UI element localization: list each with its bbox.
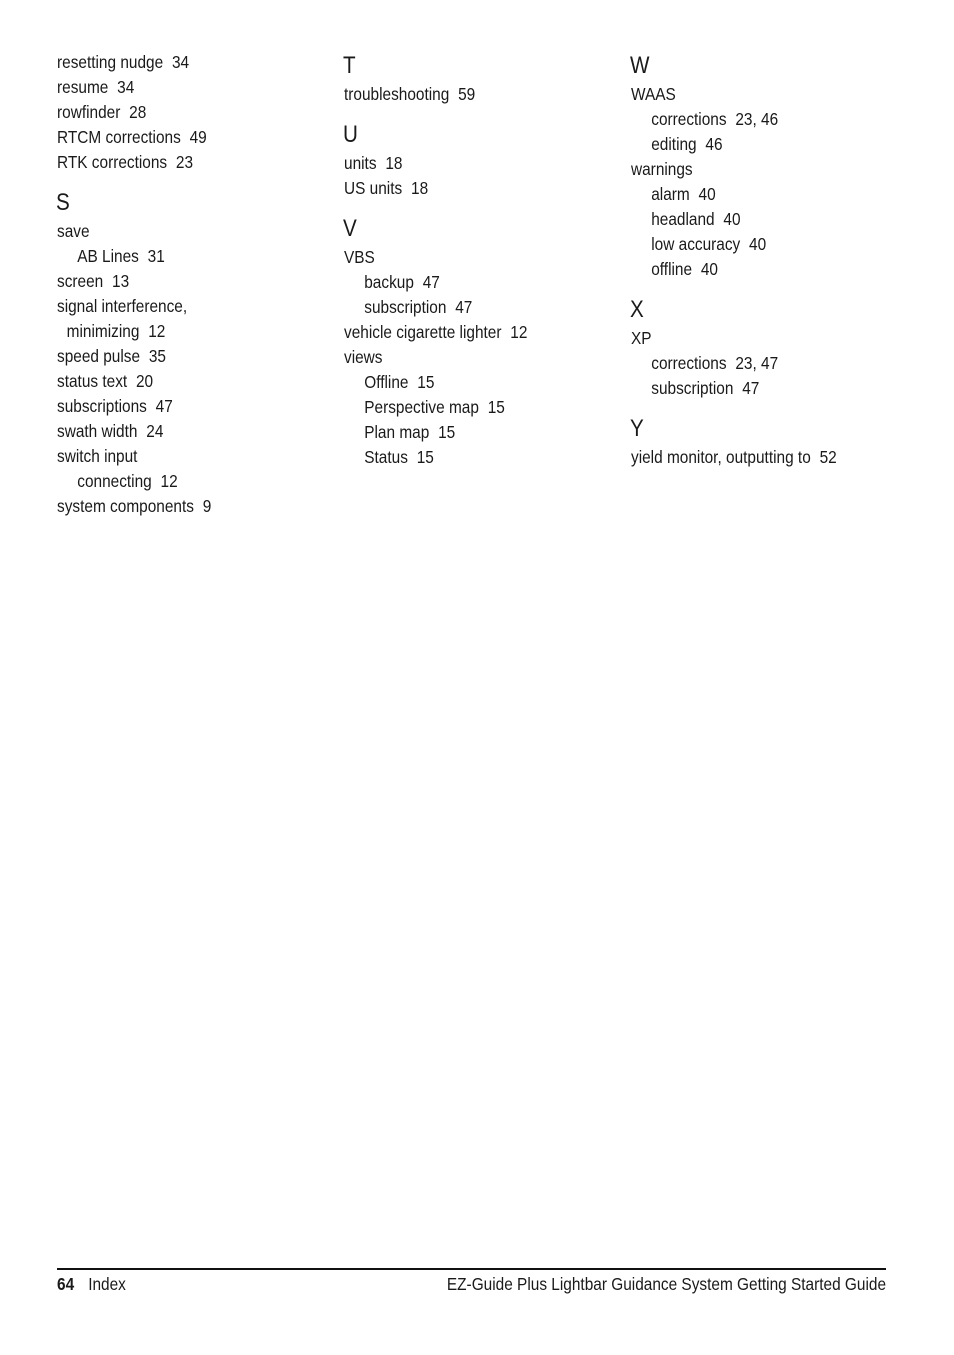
entry-term: rowfinder xyxy=(57,102,121,122)
entry-page-ref[interactable]: 15 xyxy=(487,397,505,417)
entry-page-ref[interactable]: 59 xyxy=(458,84,476,104)
index-entry xyxy=(344,245,582,270)
index-subentry xyxy=(57,319,295,344)
index-subentry xyxy=(631,107,877,132)
entry-page-ref[interactable]: 47 xyxy=(155,396,173,416)
entry-term: offline xyxy=(651,259,693,279)
entry-page-ref[interactable]: 12 xyxy=(160,471,178,491)
entry-page-ref[interactable]: 12 xyxy=(510,322,528,342)
entry-term: vehicle cigarette lighter xyxy=(344,322,502,342)
index-letter-heading: V xyxy=(343,215,357,242)
index-entry xyxy=(57,419,295,444)
index-letter-heading: T xyxy=(343,52,356,79)
index-subentry xyxy=(344,445,582,470)
entry-page-ref[interactable]: 40 xyxy=(749,234,767,254)
index-column-1 xyxy=(57,50,327,519)
index-group xyxy=(631,413,911,470)
index-entry xyxy=(57,125,295,150)
footer-left xyxy=(57,1272,126,1296)
entry-page-ref[interactable]: 47 xyxy=(422,272,440,292)
index-entry xyxy=(57,50,295,75)
entry-page-ref[interactable]: 9 xyxy=(202,496,212,516)
entry-term: RTCM corrections xyxy=(57,127,181,147)
index-entry xyxy=(57,394,295,419)
index-subentry xyxy=(57,469,295,494)
entry-term: low accuracy xyxy=(651,234,741,254)
entry-term: alarm xyxy=(651,184,690,204)
entry-term: editing xyxy=(651,134,697,154)
entry-page-ref[interactable]: 18 xyxy=(411,178,429,198)
entry-page-ref[interactable]: 49 xyxy=(189,127,207,147)
index-entry xyxy=(344,176,582,201)
entry-term: speed pulse xyxy=(57,346,141,366)
index-letter-heading: W xyxy=(630,52,650,79)
index-entry xyxy=(57,344,295,369)
entry-term: WAAS xyxy=(631,84,676,104)
index-subentry xyxy=(57,244,295,269)
index-subentry xyxy=(631,232,877,257)
entry-term: status text xyxy=(57,371,128,391)
index-entry xyxy=(631,326,877,351)
document-title: EZ-Guide Plus Lightbar Guidance System Getting Started Guide xyxy=(446,1274,886,1294)
entry-page-ref[interactable]: 28 xyxy=(129,102,147,122)
entry-page-ref[interactable]: 47 xyxy=(455,297,473,317)
index-entry xyxy=(631,445,877,470)
entry-page-ref[interactable]: 18 xyxy=(385,153,403,173)
index-group xyxy=(344,50,614,107)
entry-page-ref[interactable]: 35 xyxy=(148,346,166,366)
index-entry xyxy=(344,345,582,370)
index-group xyxy=(57,50,327,175)
entry-term: corrections xyxy=(651,109,727,129)
entry-term: Perspective map xyxy=(364,397,479,417)
index-entry xyxy=(57,494,295,519)
index-entry xyxy=(344,82,582,107)
entry-page-ref[interactable]: 23, 47 xyxy=(735,353,779,373)
index-subentry xyxy=(344,420,582,445)
entry-term: minimizing xyxy=(66,321,140,341)
entry-page-ref[interactable]: 34 xyxy=(117,77,135,97)
entry-page-ref[interactable]: 23 xyxy=(175,152,194,172)
entry-term: views xyxy=(344,347,383,367)
entry-page-ref[interactable]: 40 xyxy=(723,209,741,229)
entry-term: AB Lines xyxy=(77,246,139,266)
index-column-2 xyxy=(344,50,614,470)
index-subentry xyxy=(344,395,582,420)
entry-term: save xyxy=(57,221,90,241)
entry-page-ref[interactable]: 15 xyxy=(438,422,456,442)
entry-page-ref[interactable]: 15 xyxy=(416,447,434,467)
entry-page-ref[interactable]: 40 xyxy=(698,184,716,204)
index-letter-heading: X xyxy=(630,296,644,323)
index-entry xyxy=(57,369,295,394)
entry-term: subscriptions xyxy=(57,396,147,416)
entry-term: connecting xyxy=(77,471,152,491)
entry-page-ref[interactable]: 20 xyxy=(135,371,154,391)
entry-term: subscription xyxy=(364,297,447,317)
entry-term: Status xyxy=(364,447,408,467)
entry-term: Offline xyxy=(364,372,409,392)
index-entry xyxy=(57,75,295,100)
entry-page-ref[interactable]: 40 xyxy=(700,259,718,279)
entry-page-ref[interactable]: 46 xyxy=(705,134,723,154)
index-subentry xyxy=(631,132,877,157)
entry-term: US units xyxy=(344,178,403,198)
index-entry xyxy=(344,320,582,345)
index-subentry xyxy=(344,270,582,295)
index-letter-heading: U xyxy=(343,121,358,148)
index-letter-heading: Y xyxy=(630,415,644,442)
index-letter-heading: S xyxy=(56,189,70,216)
index-entry xyxy=(57,219,295,244)
index-group xyxy=(57,187,327,519)
entry-term: swath width xyxy=(57,421,138,441)
entry-page-ref[interactable]: 15 xyxy=(417,372,435,392)
entry-page-ref[interactable]: 23, 46 xyxy=(735,109,779,129)
entry-page-ref[interactable]: 52 xyxy=(819,447,837,467)
entry-term: Plan map xyxy=(364,422,430,442)
index-group xyxy=(344,119,614,201)
entry-page-ref[interactable]: 12 xyxy=(148,321,166,341)
entry-term: VBS xyxy=(344,247,375,267)
page-number: 64 xyxy=(57,1274,75,1294)
section-name: Index xyxy=(88,1274,126,1294)
entry-term: corrections xyxy=(651,353,727,373)
index-subentry xyxy=(631,351,877,376)
index-group xyxy=(344,213,614,470)
index-subentry xyxy=(631,207,877,232)
index-subentry xyxy=(344,295,582,320)
entry-term: headland xyxy=(651,209,715,229)
index-entry xyxy=(57,100,295,125)
entry-term: screen xyxy=(57,271,104,291)
entry-page-ref[interactable]: 24 xyxy=(146,421,164,441)
entry-term: XP xyxy=(631,328,652,348)
footer-rule xyxy=(57,1268,886,1270)
index-group xyxy=(631,50,911,282)
index-column-3 xyxy=(631,50,911,470)
entry-term: system components xyxy=(57,496,194,516)
index-subentry xyxy=(344,370,582,395)
index-entry xyxy=(57,269,295,294)
index-subentry xyxy=(631,376,877,401)
entry-term: RTK corrections xyxy=(57,152,168,172)
entry-term: resume xyxy=(57,77,109,97)
entry-term: units xyxy=(344,153,377,173)
index-entry xyxy=(57,444,295,469)
entry-term: troubleshooting xyxy=(344,84,450,104)
index-entry xyxy=(631,82,877,107)
entry-term: resetting nudge xyxy=(57,52,164,72)
entry-term: warnings xyxy=(631,159,693,179)
entry-term: subscription xyxy=(651,378,734,398)
entry-page-ref[interactable]: 13 xyxy=(112,271,130,291)
entry-term: yield monitor, outputting to xyxy=(631,447,811,467)
entry-term: signal interference, xyxy=(57,296,188,316)
index-entry xyxy=(57,294,295,319)
index-group xyxy=(631,294,911,401)
entry-page-ref[interactable]: 34 xyxy=(171,52,190,72)
entry-page-ref[interactable]: 47 xyxy=(742,378,760,398)
index-entry xyxy=(344,151,582,176)
entry-term: switch input xyxy=(57,446,138,466)
index-subentry xyxy=(631,257,877,282)
index-entry xyxy=(631,157,877,182)
entry-page-ref[interactable]: 31 xyxy=(147,246,165,266)
entry-term: backup xyxy=(364,272,414,292)
index-entry xyxy=(57,150,295,175)
index-subentry xyxy=(631,182,877,207)
